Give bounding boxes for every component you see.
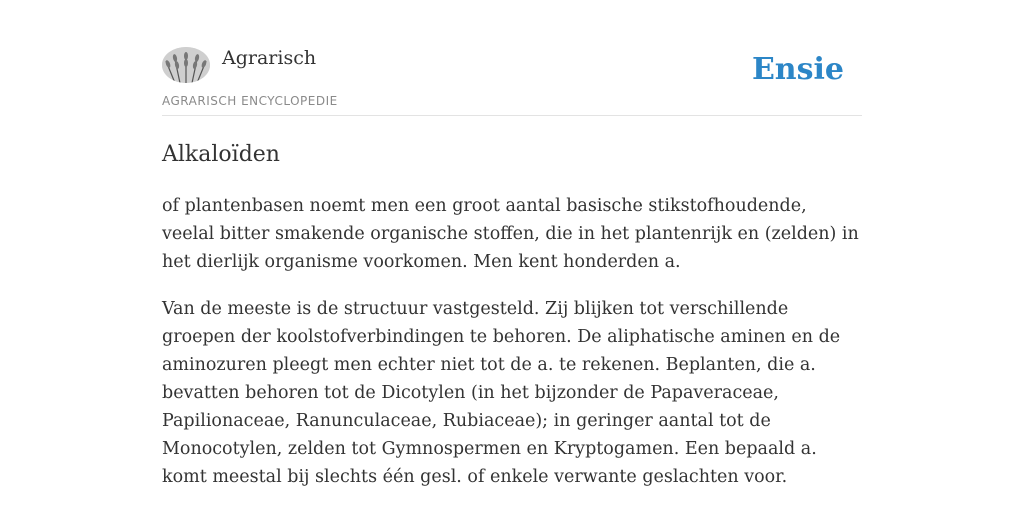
category-subtitle: AGRARISCH ENCYCLOPEDIE <box>162 94 338 108</box>
site-logo[interactable]: Ensie <box>751 52 844 87</box>
article-body <box>162 192 862 510</box>
paragraph: of plantenbasen noemt men een groot aantal basische stikstofhoudende, veelal bitter smakende organische stoffen, die in het plantenrijk en (zelden) in het dierlijk organisme voorkomen. Men kent honderden a. <box>162 196 859 272</box>
header <box>162 44 862 116</box>
paragraph: Van de meeste is de structuur vastgesteld. Zij blijken tot verschillende groepen der koolstofverbindingen te behoren. De aliphatische aminen en de aminozuren pleegt men echter niet tot de a. te rekenen. Beplanten, die a. bevatten behoren tot de Dicotylen (in het bijzonder de Papaveraceae, Papilionaceae, Ranunculaceae, Rubiaceae); in geringer aantal tot de Monocotylen, zelden tot Gymnospermen en Kryptogamen. Een bepaald a. komt meestal bij slechts één gesl. of enkele verwante geslachten voor. <box>162 299 841 487</box>
page-title: Alkaloïden <box>162 142 280 167</box>
category-name[interactable]: Agrarisch <box>222 47 317 69</box>
wheat-icon[interactable] <box>162 47 210 83</box>
